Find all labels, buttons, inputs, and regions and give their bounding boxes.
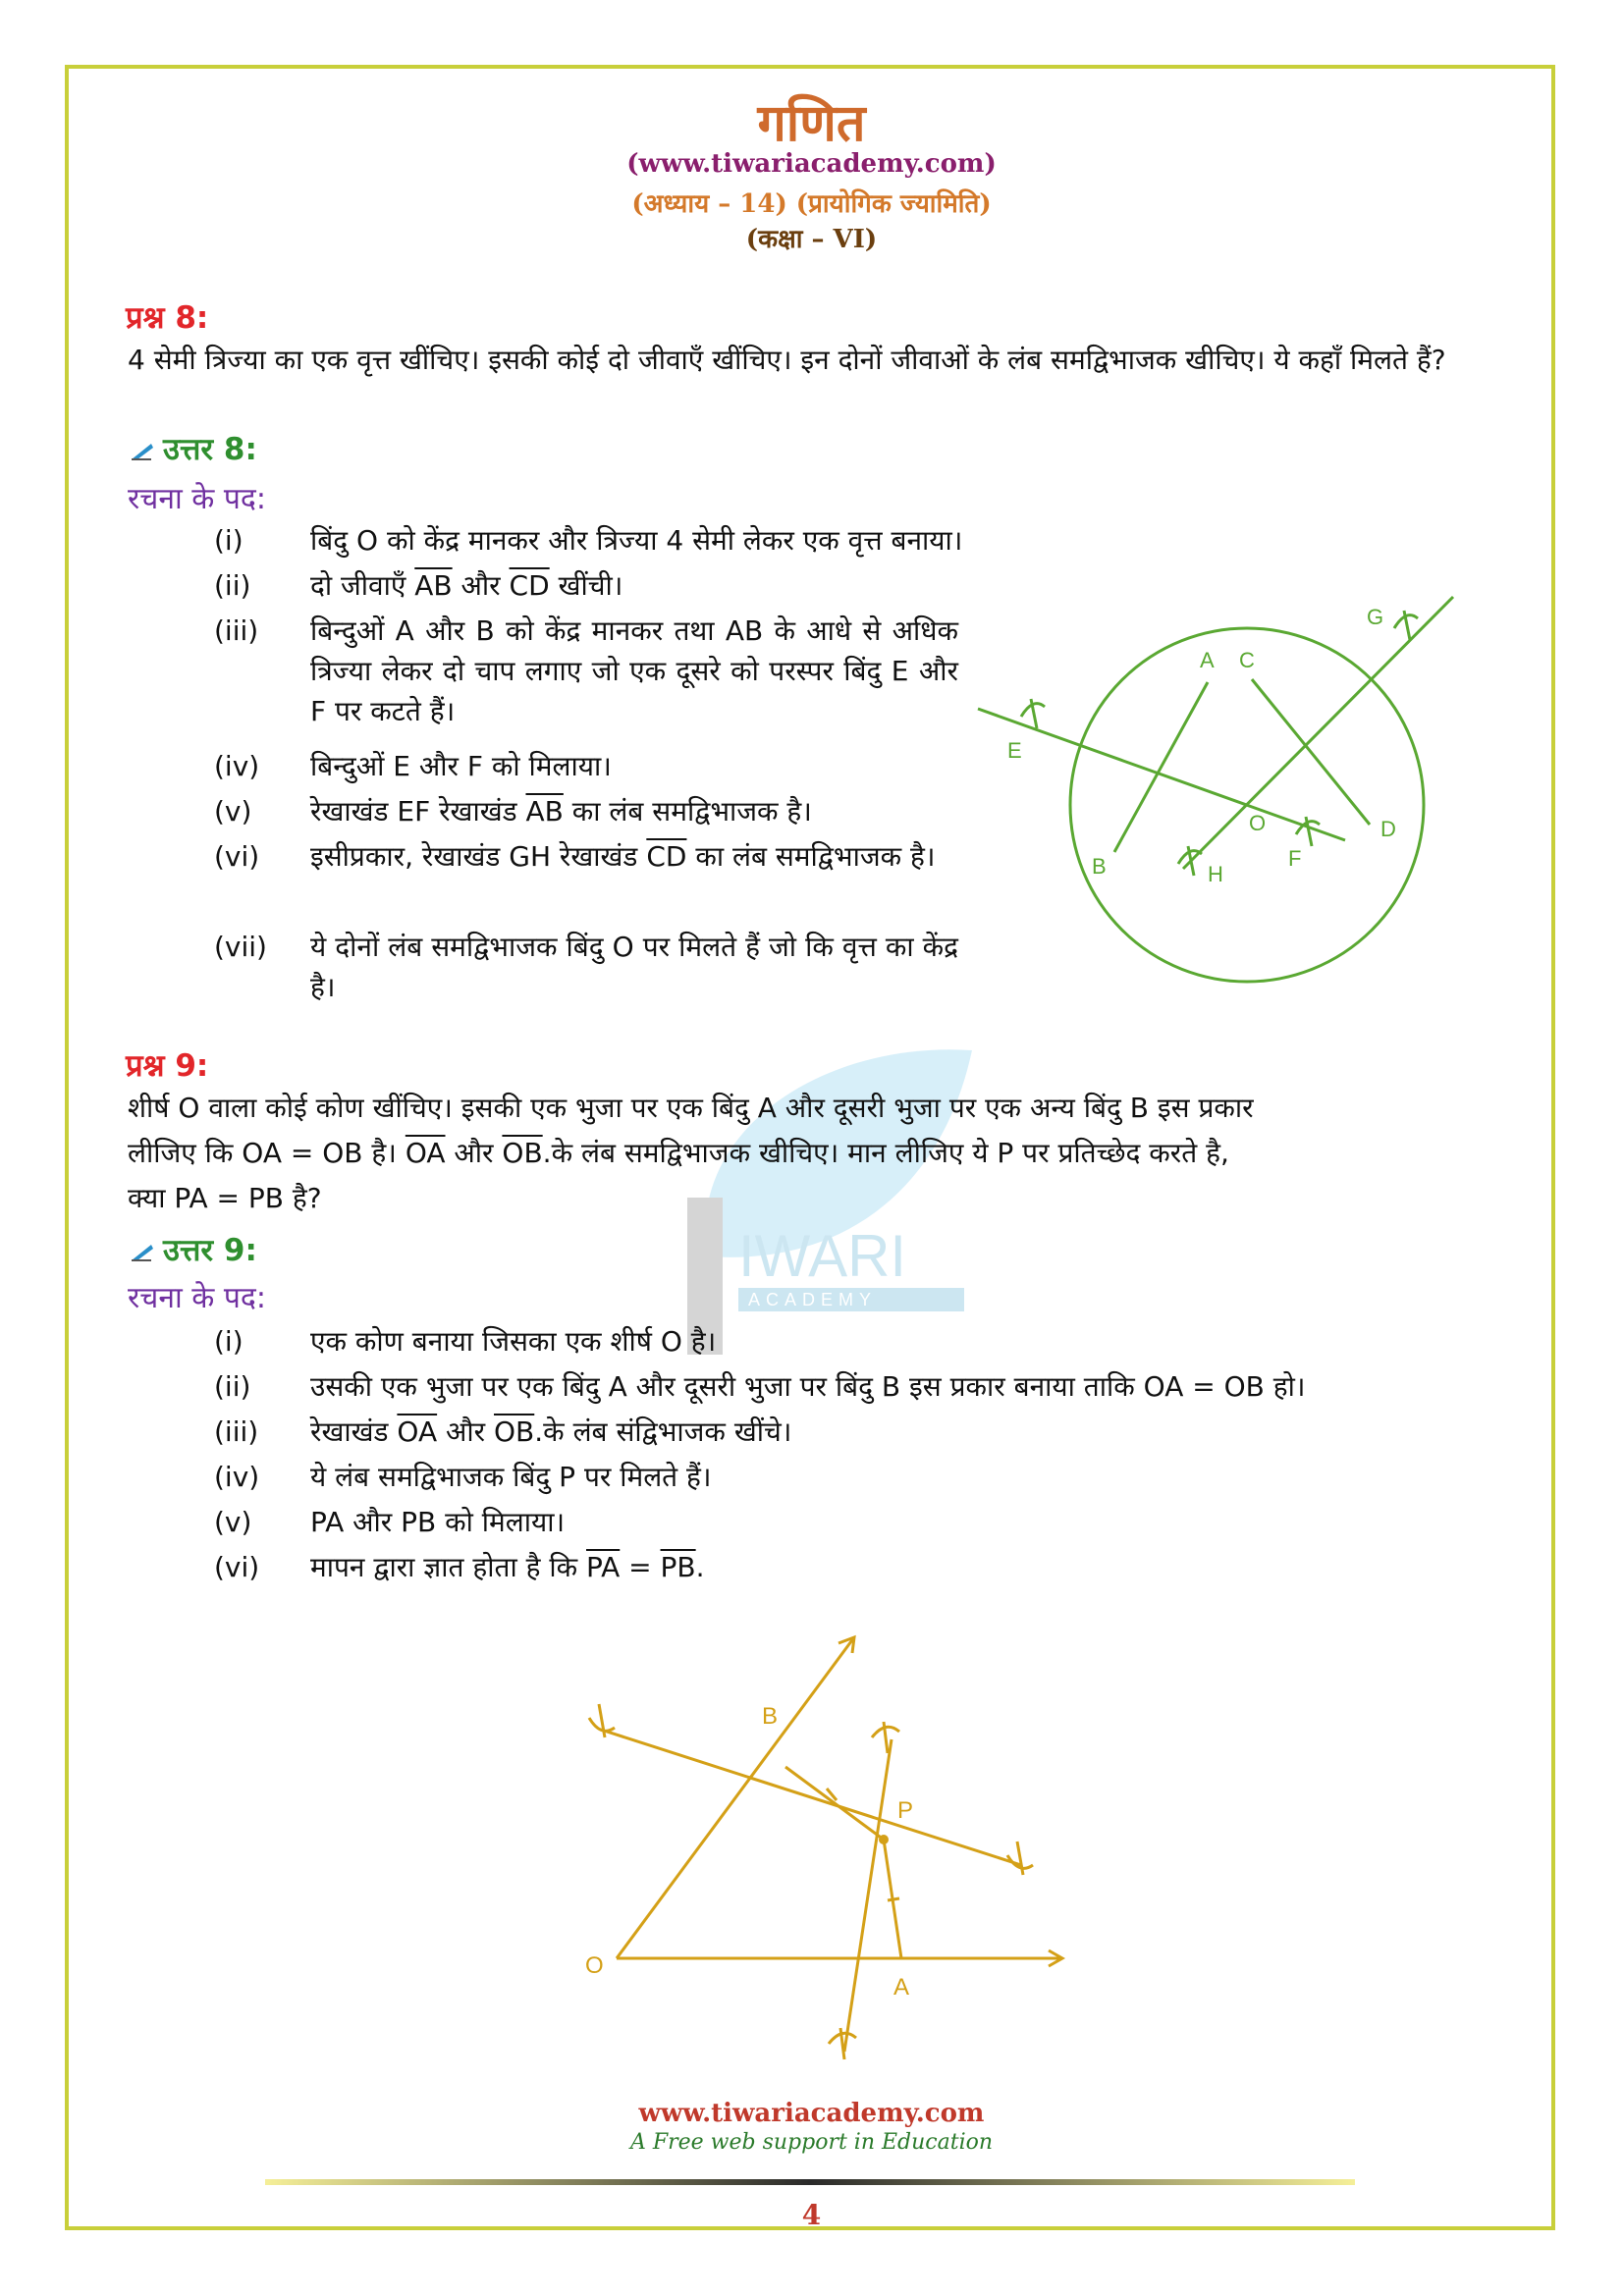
class-label: (कक्षा – VI) [745, 225, 878, 254]
fig9-label-o: O [585, 1952, 604, 1979]
bisector-oa [844, 1739, 892, 2052]
watermark-word: IWARI [738, 1223, 907, 1289]
fig8-label-d: D [1380, 817, 1396, 841]
answer-8-label: उत्तर 8: [163, 432, 257, 467]
chapter-title: (अध्याय – 14) (प्रायोगिक ज्यामिति) [631, 189, 992, 219]
answer-8-steps-heading: रचना के पद: [128, 482, 266, 516]
segment-pb [785, 1767, 884, 1840]
fig9-label-a: A [893, 1974, 910, 2001]
answer-9-steps-heading: रचना के पद: [128, 1281, 266, 1315]
question-9-line-1: शीर्ष O वाला कोई कोण खींचिए। इसकी एक भुजा पर एक बिंदु A और दूसरी भुजा पर एक अन्य बिंदु B इस प्रकार [128, 1092, 1254, 1124]
arrow-ob [839, 1637, 854, 1653]
footer-url[interactable]: www.tiwariacademy.com [638, 2099, 985, 2128]
arc-mark-3 [1007, 1842, 1033, 1875]
fig9-label-p: P [897, 1797, 914, 1824]
fig8-label-g: G [1367, 605, 1384, 629]
point-p [879, 1835, 889, 1844]
question-8-text: 4 सेमी त्रिज्या का एक वृत्त खींचिए। इसकी कोई दो जीवाएँ खींचिए। इन दोनों जीवाओं के लंब समद्विभाजक खीचिए। ये कहाँ मिलते हैं? [128, 344, 1446, 376]
bisector-gh [1183, 597, 1453, 869]
page-number: 4 [801, 2199, 822, 2231]
answer-8-heading [130, 428, 257, 469]
header-url: (www.tiwariacademy.com) [626, 149, 997, 179]
bisector-ob [601, 1730, 1021, 1865]
fig8-label-c: C [1239, 648, 1255, 672]
answer-9-label: उत्तर 9: [163, 1233, 257, 1268]
answer-9-heading [130, 1229, 257, 1270]
fig8-label-b: B [1092, 854, 1107, 879]
fig8-label-o: O [1249, 811, 1267, 835]
figure-angle-bisectors [560, 1620, 1090, 2071]
figure-circle-chords [972, 589, 1483, 1001]
fig8-label-f: F [1288, 846, 1302, 871]
quill-icon [130, 442, 155, 461]
footer-tagline: A Free web support in Education [629, 2130, 994, 2155]
arc-mark-4 [829, 2028, 856, 2059]
question-8-heading: प्रश्न 8: [126, 300, 209, 336]
fig8-label-h: H [1208, 862, 1223, 886]
tick-pa [888, 1898, 899, 1900]
question-9-heading: प्रश्न 9: [126, 1048, 209, 1084]
footer-divider [265, 2179, 1355, 2185]
chord-ab [1114, 682, 1208, 852]
quill-icon [130, 1243, 155, 1262]
watermark-sub: ACADEMY [748, 1290, 878, 1309]
page-title: गणित [757, 94, 866, 153]
question-9-line-3: क्या PA = PB है? [128, 1182, 322, 1214]
fig9-label-b: B [762, 1703, 779, 1730]
arc-mark-f [1296, 817, 1320, 846]
chord-cd [1252, 679, 1370, 825]
ray-ob [617, 1637, 854, 1958]
fig8-label-e: E [1007, 738, 1022, 763]
fig8-label-a: A [1200, 648, 1215, 672]
arc-mark-2 [872, 1722, 899, 1753]
question-9-line-2: लीजिए कि OA = OB है। $\overline{OA}$ और $\overline{OB}.के$ लंब समद्विभाजक खीचिए। मान लीजिए ये P पर प्रतिच्छेद करते है, [128, 1137, 1229, 1169]
arc-mark-h [1178, 846, 1202, 876]
